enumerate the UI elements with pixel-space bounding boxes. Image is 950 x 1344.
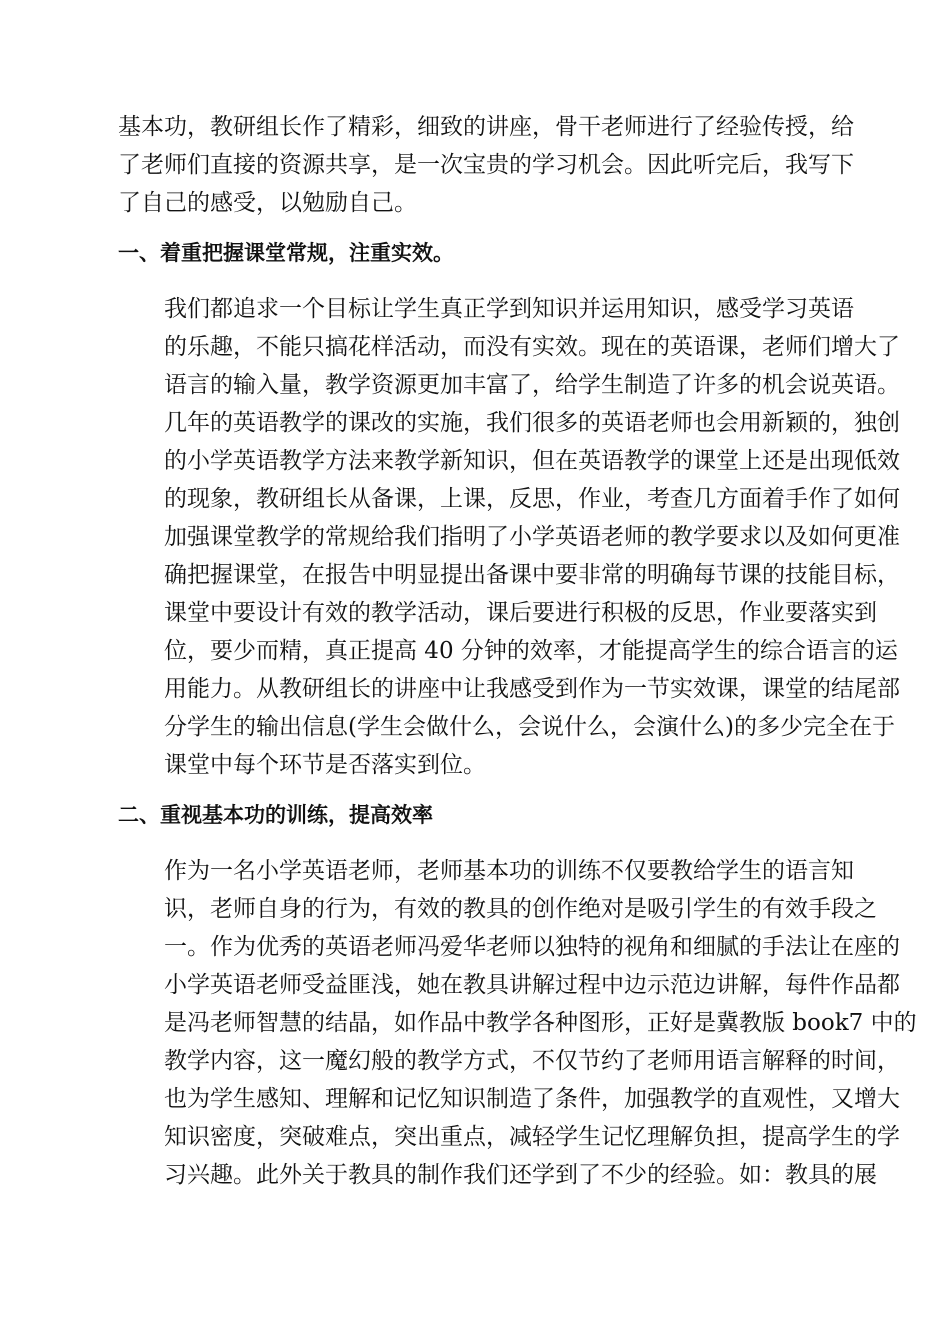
section-2-paragraph	[118, 852, 917, 1194]
text-line: 识，老师自身的行为，有效的教具的创作绝对是吸引学生的有效手段之	[164, 896, 877, 922]
text-line: 的乐趣，不能只搞花样活动，而没有实效。现在的英语课，老师们增大了	[164, 334, 900, 360]
section-1-paragraph	[118, 290, 900, 784]
section-2-heading: 二、重视基本功的训练，提高效率	[118, 803, 433, 827]
text-line: 是冯老师智慧的结晶，如作品中教学各种图形，正好是冀教版 book7 中的	[164, 1010, 917, 1036]
text-line: 语言的输入量，教学资源更加丰富了，给学生制造了许多的机会说英语。	[164, 372, 900, 398]
text-line: 作为一名小学英语老师，老师基本功的训练不仅要教给学生的语言知	[164, 858, 854, 884]
text-line: 我们都追求一个目标让学生真正学到知识并运用知识，感受学习英语	[164, 296, 854, 322]
text-line: 几年的英语教学的课改的实施，我们很多的英语老师也会用新颖的，独创	[164, 410, 900, 436]
section-1-heading: 一、着重把握课堂常规，注重实效。	[118, 241, 454, 265]
text-line: 也为学生感知、理解和记忆知识制造了条件，加强教学的直观性，又增大	[164, 1086, 900, 1112]
text-line: 的小学英语教学方法来教学新知识，但在英语教学的课堂上还是出现低效	[164, 448, 900, 474]
text-line: 了自己的感受，以勉励自己。	[118, 190, 417, 216]
document-page	[118, 108, 917, 1209]
text-line: 用能力。从教研组长的讲座中让我感受到作为一节实效课，课堂的结尾部	[164, 676, 900, 702]
text-line: 一。作为优秀的英语老师冯爱华老师以独特的视角和细腻的手法让在座的	[164, 934, 900, 960]
text-line: 位，要少而精，真正提高 40 分钟的效率，才能提高学生的综合语言的运	[164, 638, 898, 664]
text-line: 教学内容，这一魔幻般的教学方式，不仅节约了老师用语言解释的时间，	[164, 1048, 900, 1074]
text-line: 课堂中要设计有效的教学活动，课后要进行积极的反思，作业要落实到	[164, 600, 877, 626]
intro-paragraph	[118, 108, 854, 222]
text-line: 了老师们直接的资源共享，是一次宝贵的学习机会。因此听完后，我写下	[118, 152, 854, 178]
text-line: 确把握课堂，在报告中明显提出备课中要非常的明确每节课的技能目标，	[164, 562, 900, 588]
text-line: 知识密度，突破难点，突出重点，减轻学生记忆理解负担，提高学生的学	[164, 1124, 900, 1150]
text-line: 基本功，教研组长作了精彩，细致的讲座，骨干老师进行了经验传授，给	[118, 114, 854, 140]
text-line: 的现象，教研组长从备课，上课，反思，作业，考查几方面着手作了如何	[164, 486, 900, 512]
text-line: 加强课堂教学的常规给我们指明了小学英语老师的教学要求以及如何更准	[164, 524, 900, 550]
text-line: 小学英语老师受益匪浅，她在教具讲解过程中边示范边讲解，每件作品都	[164, 972, 900, 998]
text-line: 课堂中每个环节是否落实到位。	[164, 752, 486, 778]
text-line: 习兴趣。此外关于教具的制作我们还学到了不少的经验。如：教具的展	[164, 1162, 877, 1188]
text-line: 分学生的输出信息(学生会做什么，会说什么，会演什么)的多少完全在于	[164, 714, 895, 740]
